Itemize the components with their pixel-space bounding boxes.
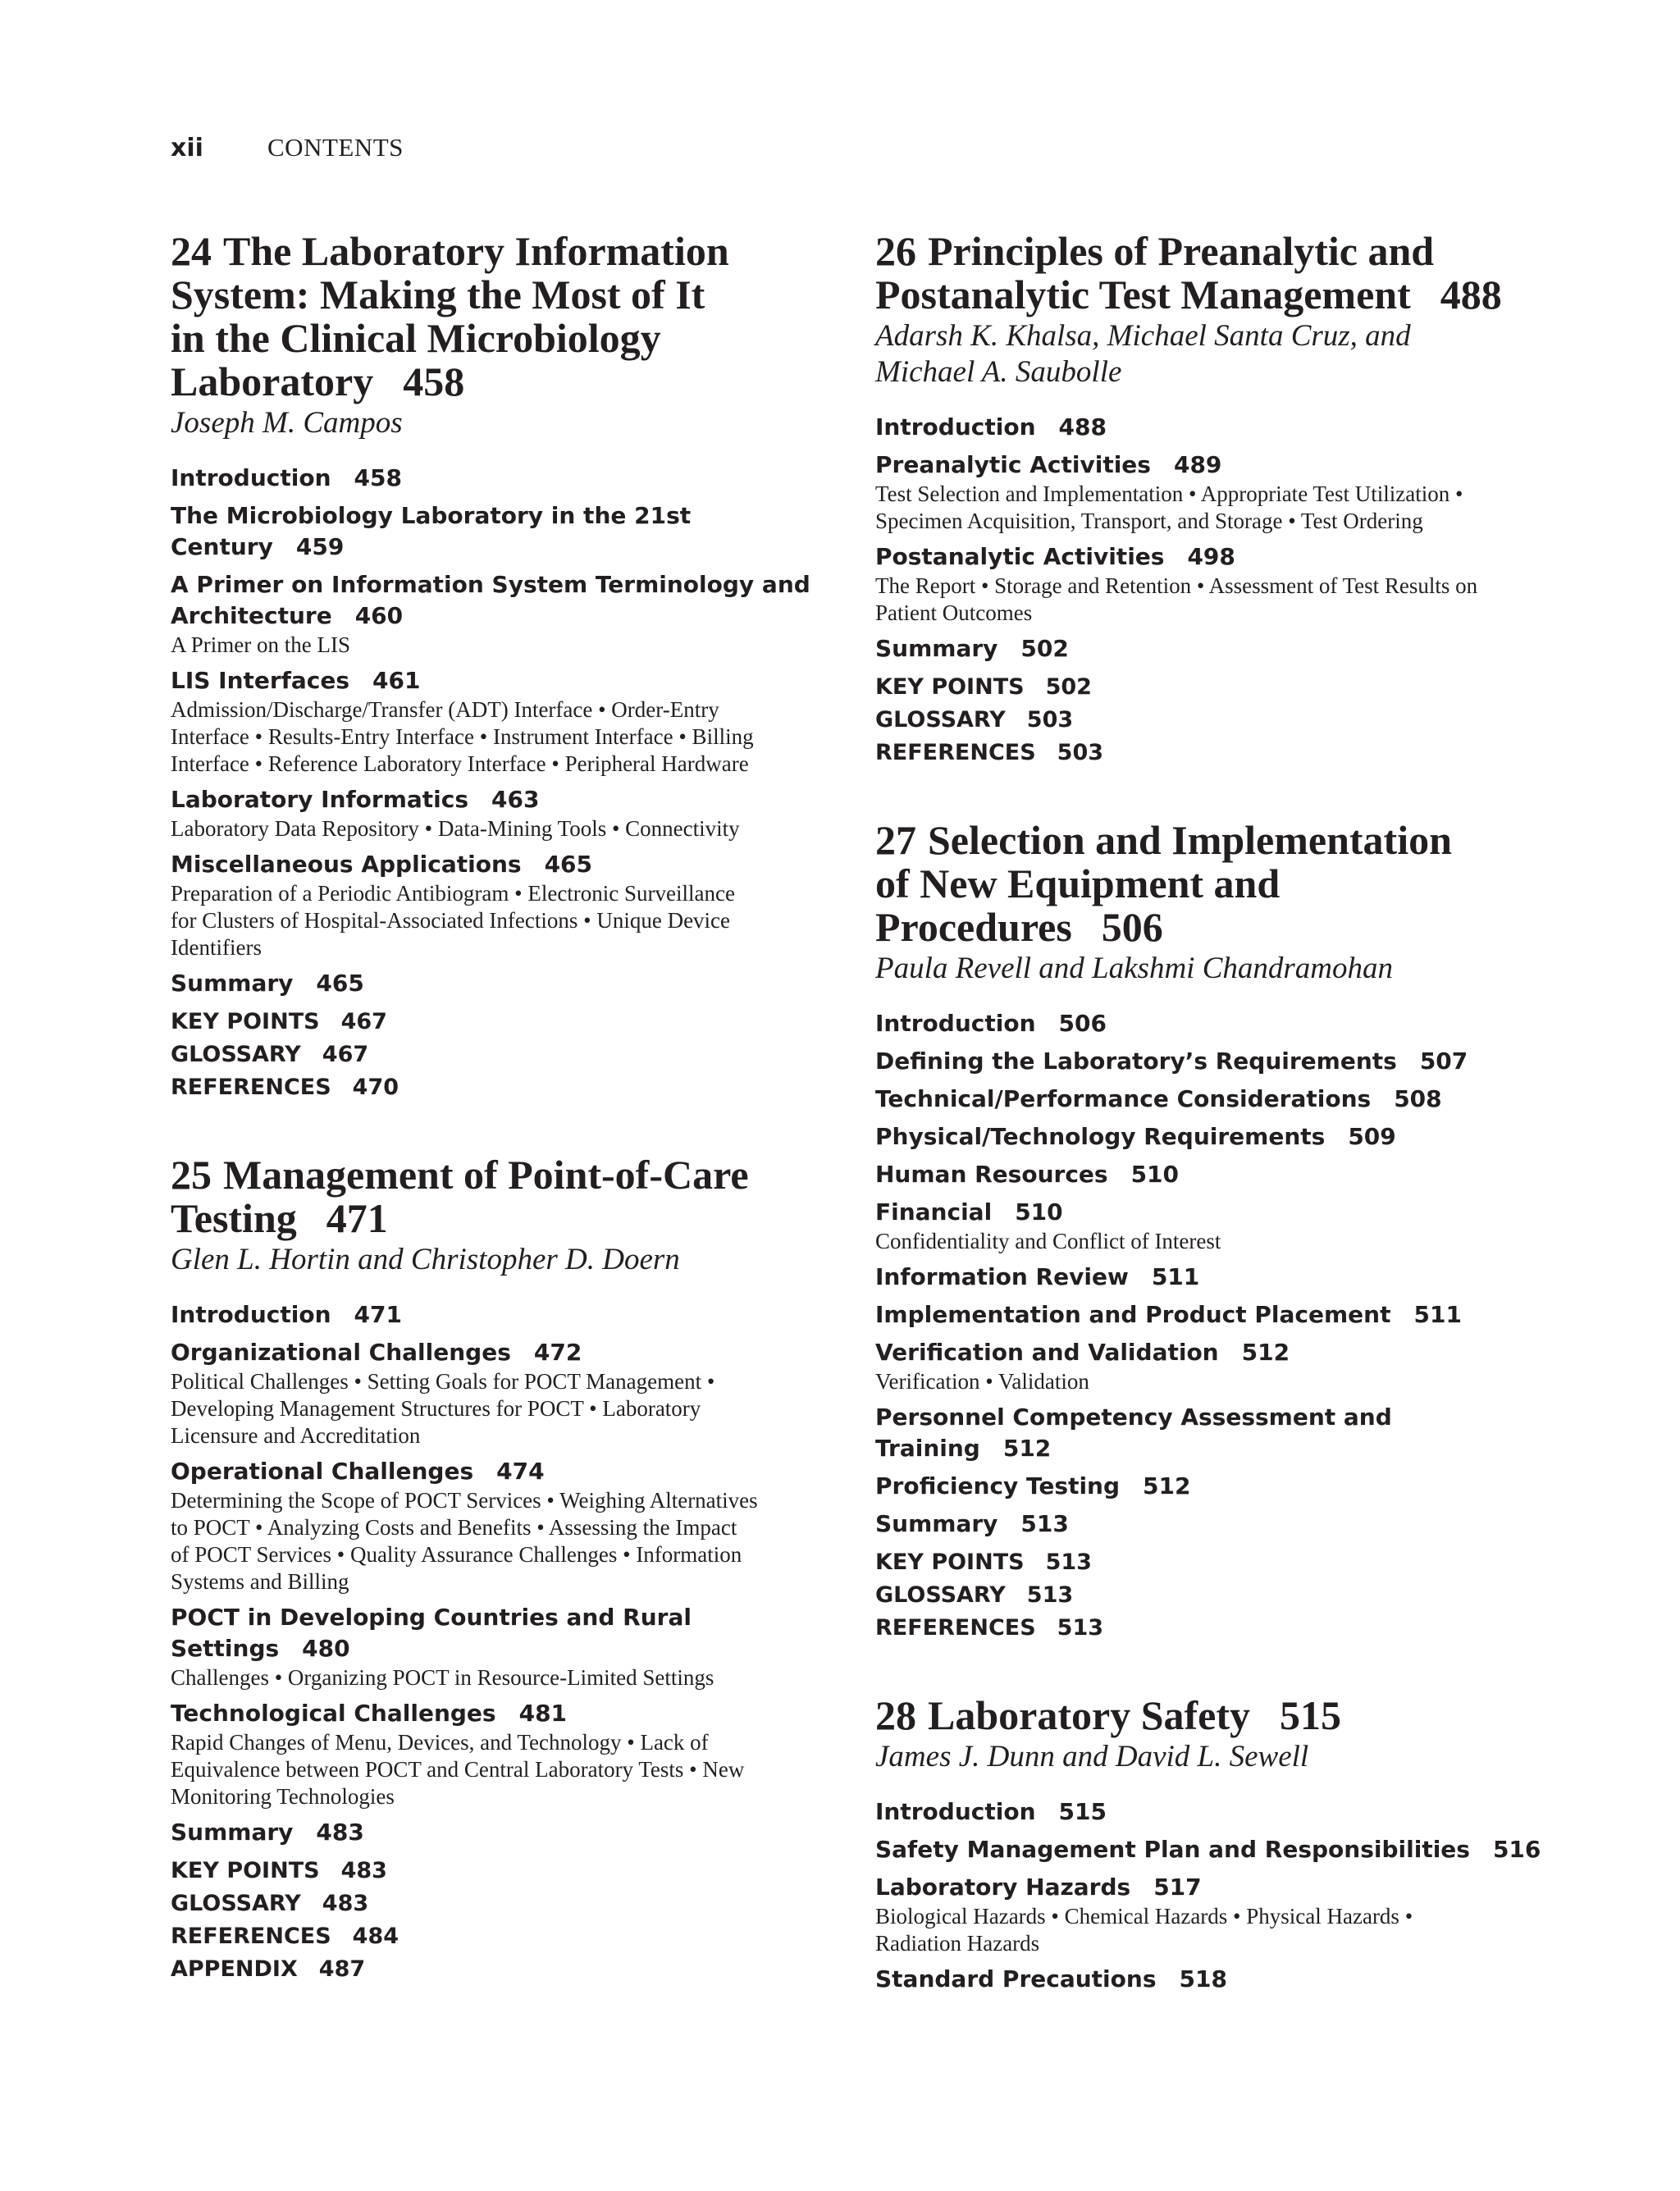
section-title-line: LIS Interfaces [171,667,350,694]
toc-section [171,1456,843,1595]
section-title-line: Summary [875,1510,998,1537]
toc-section [171,500,843,563]
section-page-number: 517 [1153,1874,1202,1901]
section-heading[interactable] [875,1299,1548,1331]
toc-section [875,1872,1548,1957]
section-heading[interactable] [875,1084,1548,1115]
section-heading[interactable] [171,569,843,632]
toc-section [875,450,1548,535]
section-page-number: 512 [1143,1472,1191,1499]
section-title-line: Financial [875,1198,993,1226]
toc-section [875,1046,1548,1077]
section-title-line: Information Review [875,1263,1129,1290]
toc-section [875,1796,1548,1828]
chapter-number: 24 [171,228,212,274]
author-line: Adarsh K. Khalsa, Michael Santa Cruz, and [875,319,1411,353]
section-title-line: Verification and Validation [875,1339,1219,1366]
toc-section [875,1964,1548,1995]
subsection-line: Confidentiality and Conflict of Interest [875,1229,1221,1253]
section-page-number: 483 [316,1819,364,1846]
section-title-line: Miscellaneous Applications [171,851,522,878]
end-matter-entry[interactable] [875,1546,1548,1579]
end-matter-label: REFERENCES [171,1924,331,1949]
section-heading[interactable] [875,1796,1548,1828]
subsection-list [875,1368,1548,1395]
chapter-page-number: 471 [326,1195,388,1241]
chapter-title-line: The Laboratory Information [223,228,729,274]
end-matter-page-number: 502 [1045,674,1092,700]
chapter-entry [171,1153,843,1986]
chapter-title-line: Procedures [875,904,1072,950]
section-heading[interactable] [171,665,843,696]
section-heading[interactable] [875,633,1548,664]
chapter-number: 28 [875,1692,916,1738]
subsection-line: Patient Outcomes [875,600,1033,625]
section-page-number: 481 [518,1700,568,1727]
section-title-line: Implementation and Product Placement [875,1301,1391,1328]
end-matter-label: KEY POINTS [875,1550,1025,1575]
section-page-number: 512 [1241,1339,1290,1366]
chapter-title-line: Laboratory Safety [928,1692,1250,1738]
section-page-number: 461 [372,667,421,694]
toc-section [171,784,843,842]
subsection-line: Laboratory Data Repository • Data-Mining Tools • Connectivity [171,816,740,841]
toc-section [875,1084,1548,1115]
section-page-number: 465 [544,851,593,878]
section-title-line: Preanalytic Activities [875,451,1151,478]
section-heading[interactable] [875,1262,1548,1293]
subsection-line: Monitoring Technologies [171,1784,395,1809]
end-matter-page-number: 503 [1057,740,1104,765]
end-matter-page-number: 513 [1045,1550,1092,1575]
section-title-line: POCT in Developing Countries and Rural [171,1604,692,1631]
section-title-line: Technical/Performance Considerations [875,1085,1372,1112]
chapter-title-line: Postanalytic Test Management [875,272,1411,317]
end-matter-label: REFERENCES [875,740,1036,765]
chapter-title[interactable] [875,1694,1548,1737]
subsection-line: Systems and Billing [171,1569,349,1594]
end-matter-label: GLOSSARY [171,1891,301,1916]
end-matter-entry[interactable] [875,1612,1548,1645]
subsection-list [171,1664,843,1691]
running-head-label: CONTENTS [267,133,404,162]
toc-section [171,1698,843,1810]
section-heading[interactable] [171,1456,843,1487]
toc-section [875,1159,1548,1190]
section-title-line: Introduction [875,1798,1036,1825]
toc-section [171,665,843,778]
subsection-line: Specimen Acquisition, Transport, and Storage • Test Ordering [875,509,1423,533]
subsection-line: Radiation Hazards [875,1931,1040,1956]
author-line: Glen L. Hortin and Christopher D. Doern [171,1243,680,1276]
section-heading[interactable] [171,1299,843,1331]
subsection-line: A Primer on the LIS [171,632,350,657]
toc-section [171,569,843,659]
chapter-authors [875,1739,1548,1775]
section-page-number: 513 [1020,1510,1069,1537]
section-heading[interactable] [171,1602,843,1664]
section-page-number: 515 [1058,1798,1107,1825]
section-title-line: Introduction [875,413,1036,440]
section-heading[interactable] [171,784,843,815]
section-heading[interactable] [875,1337,1548,1368]
subsection-line: Political Challenges • Setting Goals for POCT Management • [171,1369,715,1394]
toc-section [171,1337,843,1449]
section-title-line: A Primer on Information System Terminology and [171,571,810,598]
chapter-entry [875,819,1548,1645]
chapter-authors [171,405,843,441]
end-matter-entry[interactable] [875,704,1548,737]
section-title-line: Standard Precautions [875,1965,1157,1992]
chapter-entry [875,230,1548,769]
chapter-title[interactable] [875,230,1548,317]
subsection-list [875,1228,1548,1255]
chapter-authors [875,951,1548,987]
toc-section [875,1299,1548,1331]
chapter-page-number: 488 [1440,272,1502,317]
subsection-line: Biological Hazards • Chemical Hazards • Physical Hazards • [875,1904,1413,1929]
toc-section [875,1509,1548,1540]
section-page-number: 502 [1020,635,1069,662]
section-title-line: Safety Management Plan and Responsibilities [875,1836,1470,1863]
section-title-line: Physical/Technology Requirements [875,1123,1326,1150]
toc-section [875,412,1548,443]
section-heading[interactable] [171,1337,843,1368]
chapter-authors [875,318,1548,390]
end-matter-label: GLOSSARY [171,1042,301,1067]
toc-section [171,1602,843,1691]
section-heading[interactable] [875,1872,1548,1903]
subsection-line: Determining the Scope of POCT Services • Weighing Alternatives [171,1488,758,1513]
section-title-line: Summary [875,635,998,662]
section-heading[interactable] [875,1471,1548,1502]
section-title-line: Summary [171,1819,294,1846]
section-title-line: The Microbiology Laboratory in the 21st Century [171,502,692,560]
author-line: Joseph M. Campos [171,406,403,440]
toc-column-right [875,230,1548,2044]
section-page-number: 474 [496,1458,545,1485]
chapter-title-line: Testing [171,1195,297,1241]
section-title-line: Human Resources [875,1161,1108,1188]
chapter-entry [875,1694,1548,1995]
end-matter-label: REFERENCES [875,1615,1036,1641]
section-page-number: 459 [295,533,345,560]
chapter-title[interactable] [171,1153,843,1240]
toc-section [171,1817,843,1848]
end-matter-page-number: 483 [322,1891,369,1916]
subsection-list [875,573,1548,627]
subsection-line: of POCT Services • Quality Assurance Challenges • Information [171,1542,742,1567]
end-matter-entry[interactable] [171,1953,843,1986]
running-head [171,133,404,162]
section-heading[interactable] [171,1698,843,1729]
section-title-line: Introduction [171,464,331,491]
end-matter-entry[interactable] [171,1855,843,1887]
end-matter-label: KEY POINTS [171,1009,320,1034]
end-matter-label: GLOSSARY [875,1582,1006,1608]
subsection-line: Verification • Validation [875,1369,1089,1394]
subsection-line: Interface • Results-Entry Interface • Instrument Interface • Billing [171,724,754,749]
section-heading[interactable] [875,1197,1548,1228]
section-page-number: 507 [1419,1048,1468,1075]
section-page-number: 512 [1002,1435,1052,1462]
toc-section [171,463,843,494]
section-title-line: Settings [171,1635,280,1662]
toc-section [875,1402,1548,1464]
section-heading[interactable] [875,450,1548,481]
end-matter-page-number: 467 [340,1009,387,1034]
toc-section [171,968,843,999]
section-title-line: Proficiency Testing [875,1472,1121,1499]
section-heading[interactable] [875,412,1548,443]
section-title-line: Summary [171,970,294,997]
section-title-line: Introduction [875,1010,1036,1037]
section-title-line: Introduction [171,1301,331,1328]
end-matter-entry[interactable] [875,1579,1548,1612]
section-heading[interactable] [875,1046,1548,1077]
author-line: Paula Revell and Lakshmi Chandramohan [875,952,1394,985]
section-heading[interactable] [171,463,843,494]
section-heading[interactable] [875,1834,1548,1865]
chapter-title-line: Management of Point-of-Care [223,1152,749,1198]
section-page-number: 516 [1492,1836,1541,1863]
toc-section [875,1121,1548,1153]
section-heading[interactable] [171,1817,843,1848]
end-matter-entry[interactable] [875,737,1548,769]
end-matter-label: KEY POINTS [875,674,1025,700]
section-page-number: 480 [302,1635,350,1662]
chapter-page-number: 506 [1101,904,1163,950]
section-page-number: 460 [354,602,404,629]
subsection-line: The Report • Storage and Retention • Assessment of Test Results on [875,573,1478,598]
section-heading[interactable] [875,1121,1548,1153]
chapter-entry [171,230,843,1104]
section-heading[interactable] [171,500,843,563]
toc-section [875,633,1548,664]
end-matter-label: APPENDIX [171,1956,298,1982]
end-matter-page-number: 483 [340,1858,387,1883]
toc-section [875,1471,1548,1502]
section-page-number: 465 [316,970,364,997]
subsection-line: Equivalence between POCT and Central Laboratory Tests • New [171,1757,745,1782]
toc-section [171,849,843,961]
chapter-page-number: 458 [403,358,465,404]
section-heading[interactable] [171,849,843,880]
toc-section [875,1337,1548,1395]
toc-section [875,541,1548,627]
section-heading[interactable] [875,1008,1548,1039]
chapter-title-line: Laboratory [171,358,374,404]
toc-column-left [171,230,843,2035]
section-title-line: Personnel Competency Assessment and Training [875,1404,1392,1462]
subsection-line: Rapid Changes of Menu, Devices, and Technology • Lack of [171,1730,709,1755]
subsection-line: Licensure and Accreditation [171,1423,421,1448]
subsection-list [875,481,1548,535]
subsection-line: Interface • Reference Laboratory Interface • Peripheral Hardware [171,751,749,776]
chapter-number: 25 [171,1152,212,1198]
subsection-list [875,1903,1548,1957]
author-line: Michael A. Saubolle [875,355,1122,389]
section-page-number: 498 [1187,543,1235,570]
section-page-number: 488 [1058,413,1107,440]
toc-section [875,1197,1548,1255]
end-matter-entry[interactable] [171,1887,843,1920]
end-matter-label: GLOSSARY [875,707,1006,733]
subsection-list [171,1487,843,1595]
chapter-title-line: of New Equipment and [875,860,1281,906]
subsection-line: Admission/Discharge/Transfer (ADT) Interface • Order-Entry [171,697,719,722]
chapter-title[interactable] [875,819,1548,949]
section-heading[interactable] [171,968,843,999]
end-matter-page-number: 513 [1057,1615,1104,1641]
subsection-list [171,815,843,842]
section-page-number: 511 [1151,1263,1200,1290]
section-title-line: Architecture [171,602,332,629]
end-matter-page-number: 484 [352,1924,399,1949]
section-heading[interactable] [875,1509,1548,1540]
author-line: James J. Dunn and David L. Sewell [875,1740,1309,1773]
chapter-title-line: System: Making the Most of It [171,272,705,317]
section-page-number: 489 [1173,451,1222,478]
section-heading[interactable] [875,1964,1548,1995]
section-heading[interactable] [875,541,1548,573]
end-matter-page-number: 513 [1026,1582,1074,1608]
subsection-line: for Clusters of Hospital-Associated Infections • Unique Device [171,908,731,933]
subsection-line: Challenges • Organizing POCT in Resource-Limited Settings [171,1665,714,1690]
end-matter-label: KEY POINTS [171,1858,320,1883]
chapter-number: 27 [875,817,916,863]
end-matter-entry[interactable] [171,1920,843,1953]
section-page-number: 511 [1413,1301,1462,1328]
subsection-line: Developing Management Structures for POCT • Laboratory [171,1396,701,1421]
section-page-number: 458 [354,464,402,491]
subsection-list [171,880,843,961]
section-title-line: Operational Challenges [171,1458,474,1485]
section-page-number: 518 [1179,1965,1227,1992]
subsection-list [171,1729,843,1810]
chapter-number: 26 [875,228,916,274]
section-page-number: 508 [1394,1085,1442,1112]
subsection-list [171,1368,843,1449]
section-page-number: 510 [1130,1161,1180,1188]
section-page-number: 463 [491,786,540,813]
section-title-line: Defining the Laboratory’s Requirements [875,1048,1397,1075]
section-title-line: Laboratory Hazards [875,1874,1131,1901]
end-matter-entry[interactable] [875,671,1548,704]
toc-section [875,1262,1548,1293]
section-title-line: Laboratory Informatics [171,786,469,813]
section-page-number: 510 [1015,1198,1063,1226]
chapter-page-number: 515 [1280,1692,1341,1738]
end-matter-label: REFERENCES [171,1075,331,1100]
chapter-title-line: Principles of Preanalytic and [928,228,1435,274]
page-number: xii [171,134,203,162]
chapter-title-line: Selection and Implementation [928,817,1452,863]
section-heading[interactable] [875,1159,1548,1190]
toc-section [171,1299,843,1331]
end-matter-page-number: 503 [1026,707,1074,733]
section-page-number: 472 [533,1339,582,1366]
end-matter-page-number: 487 [318,1956,366,1982]
subsection-list [171,632,843,659]
section-heading[interactable] [875,1402,1548,1464]
section-title-line: Organizational Challenges [171,1339,511,1366]
toc-section [875,1008,1548,1039]
section-page-number: 506 [1058,1010,1107,1037]
end-matter-entry[interactable] [171,1038,843,1071]
end-matter-entry[interactable] [171,1006,843,1038]
section-page-number: 471 [354,1301,402,1328]
subsection-line: to POCT • Analyzing Costs and Benefits • Assessing the Impact [171,1515,737,1540]
subsection-list [171,696,843,778]
chapter-title[interactable] [171,230,843,404]
section-page-number: 509 [1348,1123,1396,1150]
subsection-line: Preparation of a Periodic Antibiogram • Electronic Surveillance [171,881,735,906]
subsection-line: Identifiers [171,935,262,960]
section-title-line: Postanalytic Activities [875,543,1165,570]
end-matter-page-number: 467 [322,1042,369,1067]
end-matter-page-number: 470 [352,1075,399,1100]
toc-section [875,1834,1548,1865]
chapter-title-line: in the Clinical Microbiology [171,315,661,361]
end-matter-entry[interactable] [171,1071,843,1104]
section-title-line: Technological Challenges [171,1700,496,1727]
subsection-line: Test Selection and Implementation • Appropriate Test Utilization • [875,482,1463,506]
chapter-authors [171,1242,843,1278]
